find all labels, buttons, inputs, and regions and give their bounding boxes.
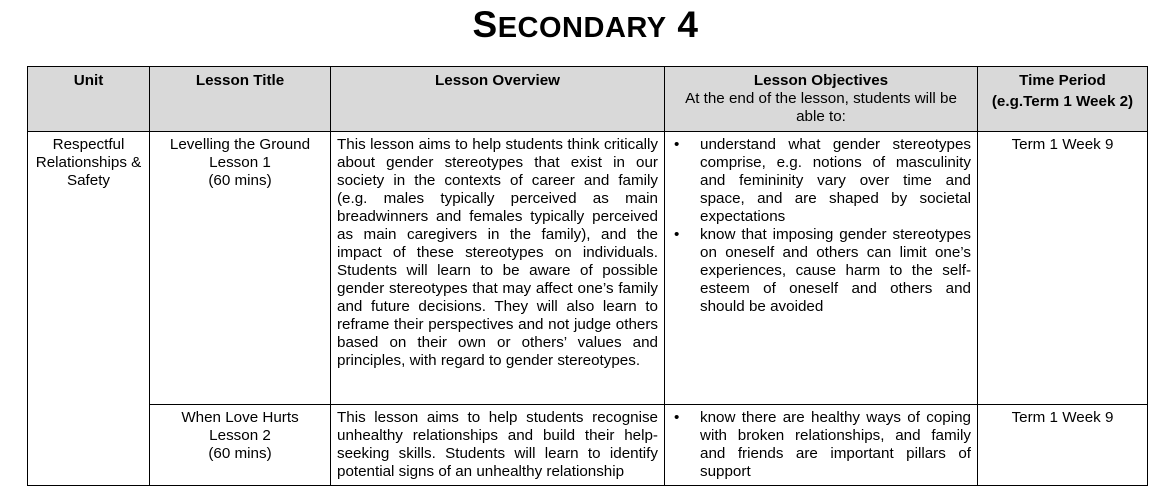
lesson-number: Lesson 1 <box>209 154 271 171</box>
lesson-duration: (60 mins) <box>208 172 272 189</box>
lesson-plan-table <box>27 66 1148 486</box>
objectives-list <box>671 136 971 316</box>
list-item <box>671 226 971 316</box>
header-time-period <box>978 67 1148 132</box>
objective-text: know there are healthy ways of coping with broken relationships, and family and friends are important pillars of support <box>700 409 971 480</box>
time-period-cell: Term 1 Week 9 <box>978 405 1148 486</box>
list-item <box>671 136 971 226</box>
time-period-cell: Term 1 Week 9 <box>978 132 1148 405</box>
lesson-title: When Love Hurts <box>181 409 299 426</box>
header-lesson-objectives-label: Lesson Objectives <box>753 72 889 89</box>
lesson-title-cell <box>150 132 331 405</box>
table-header-row <box>28 67 1148 132</box>
objective-text: understand what gender stereotypes comprise, e.g. notions of masculinity and femininity vary over time and space, and are shaped by societal expectations <box>700 136 971 225</box>
unit-cell: Respectful Relationships & Safety <box>28 132 150 486</box>
objectives-list <box>671 409 971 481</box>
table-row <box>28 405 1148 486</box>
objective-text: know that imposing gender stereotypes on oneself and others can limit one’s experiences, cause harm to the self-esteem of oneself and others and should be avoided <box>700 226 971 315</box>
lesson-title-cell <box>150 405 331 486</box>
lesson-duration: (60 mins) <box>208 445 272 462</box>
lesson-objectives-cell <box>665 405 978 486</box>
page-title-word: ECONDARY <box>497 12 667 44</box>
header-unit: Unit <box>28 67 150 132</box>
page-title-initial: S <box>472 4 498 45</box>
header-time-period-label: Time Period <box>1019 72 1106 89</box>
table-row <box>28 132 1148 405</box>
page-title <box>0 2 1171 51</box>
header-lesson-title: Lesson Title <box>150 67 331 132</box>
lesson-overview-cell: This lesson aims to help students recognise unhealthy relationships and build their help-seeking skills. Students will learn to identify potential signs of an unhealthy relationship <box>331 405 665 486</box>
lesson-overview-cell: This lesson aims to help students think critically about gender stereotypes that exist in our society in the contexts of career and family (e.g. males typically perceived as main breadwinners and females typically perceived as main caregivers in the family), and the impact of these stereotypes on individuals. Students will learn to be aware of possible gender stereotypes that may affect one’s family and future decisions. They will also learn to reframe their perspectives and not judge others based on their own or others’ values and principles, with regard to gender stereotypes. <box>331 132 665 405</box>
header-time-period-note: (e.g.Term 1 Week 2) <box>991 93 1134 110</box>
bullet-icon: • <box>674 136 680 153</box>
lesson-title: Levelling the Ground <box>169 136 311 153</box>
list-item <box>671 409 971 481</box>
bullet-icon: • <box>674 226 680 243</box>
lesson-objectives-cell <box>665 132 978 405</box>
header-lesson-overview: Lesson Overview <box>331 67 665 132</box>
page-title-number: 4 <box>677 4 699 45</box>
header-lesson-objectives-note: At the end of the lesson, students will be able to: <box>685 90 957 125</box>
header-lesson-objectives <box>665 67 978 132</box>
lesson-number: Lesson 2 <box>209 427 271 444</box>
bullet-icon: • <box>674 409 680 426</box>
